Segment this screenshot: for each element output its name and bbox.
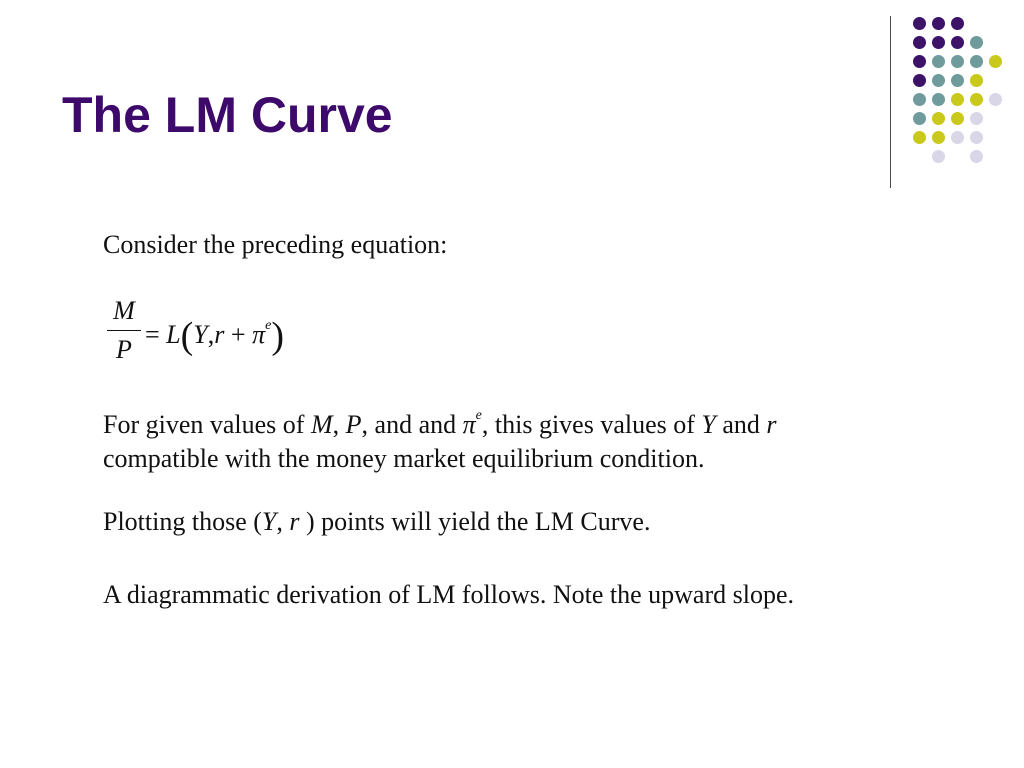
real-money-fraction — [107, 296, 141, 365]
plus-sign: + — [230, 320, 246, 349]
decorative-dot — [951, 112, 964, 125]
decorative-dot — [951, 74, 964, 87]
decorative-dot — [932, 131, 945, 144]
decorative-dot — [913, 131, 926, 144]
decorative-dot — [970, 131, 983, 144]
decorative-dot — [932, 55, 945, 68]
intro-text: Consider the preceding equation: — [103, 230, 448, 259]
var-y: Y — [193, 320, 208, 349]
close-paren: ) — [271, 315, 284, 357]
var-r: r — [214, 320, 225, 349]
decorative-dot — [951, 55, 964, 68]
comma: , — [207, 320, 215, 349]
var-m: M — [310, 410, 333, 439]
money-market-equation — [103, 296, 343, 376]
decorative-dot — [970, 55, 983, 68]
decorative-dot — [970, 74, 983, 87]
decorative-dot — [970, 93, 983, 106]
var-pi: π — [252, 320, 266, 349]
var-p: P — [345, 410, 362, 439]
decorative-dot — [989, 55, 1002, 68]
decorative-dot — [913, 36, 926, 49]
decorative-dot — [913, 93, 926, 106]
decorative-dot — [932, 150, 945, 163]
fraction-numerator: M — [113, 296, 135, 325]
decorative-dot — [932, 93, 945, 106]
equation-right-side — [145, 314, 284, 358]
function-name: L — [166, 320, 181, 349]
paragraph-2 — [103, 507, 650, 537]
paragraph-1-line-1 — [103, 408, 777, 440]
text-segment: , this gives values of — [481, 410, 702, 439]
decorative-dot — [913, 112, 926, 125]
text-segment: , and and — [361, 410, 463, 439]
decorative-dot-grid — [0, 0, 1024, 200]
var-r: r — [289, 507, 300, 536]
paragraph-1-line-2: compatible with the money market equilibrium condition. — [103, 444, 705, 473]
paragraph-3: A diagrammatic derivation of LM follows. Note the upward slope. — [103, 580, 795, 609]
decorative-dot — [913, 17, 926, 30]
decorative-dot — [932, 112, 945, 125]
slide-title: The LM Curve — [62, 87, 393, 143]
superscript-e: e — [265, 318, 272, 333]
equals-sign: = — [145, 320, 160, 349]
var-pi: π — [462, 410, 476, 439]
var-y: Y — [701, 410, 716, 439]
text-segment: ) points will yield the LM Curve. — [299, 507, 651, 536]
decorative-dot — [913, 55, 926, 68]
open-paren: ( — [180, 315, 194, 357]
decorative-dot — [951, 93, 964, 106]
decorative-dot — [970, 150, 983, 163]
decorative-dot — [951, 17, 964, 30]
var-y: Y — [261, 507, 277, 536]
decorative-dot — [989, 93, 1002, 106]
superscript-e: e — [475, 408, 482, 423]
text-segment: and — [715, 410, 767, 439]
decorative-dot — [951, 131, 964, 144]
text-segment: , — [332, 410, 346, 439]
var-r: r — [766, 410, 777, 439]
fraction-bar — [107, 330, 141, 331]
text-segment: For given values of — [103, 410, 311, 439]
decorative-dot — [970, 36, 983, 49]
decorative-dot — [951, 36, 964, 49]
decorative-dot — [932, 74, 945, 87]
decorative-dot — [932, 36, 945, 49]
decorative-dot — [970, 112, 983, 125]
fraction-denominator: P — [116, 335, 132, 364]
decorative-dot — [913, 74, 926, 87]
text-segment: Plotting those ( — [103, 507, 262, 536]
decorative-dot — [932, 17, 945, 30]
comma: , — [276, 507, 290, 536]
